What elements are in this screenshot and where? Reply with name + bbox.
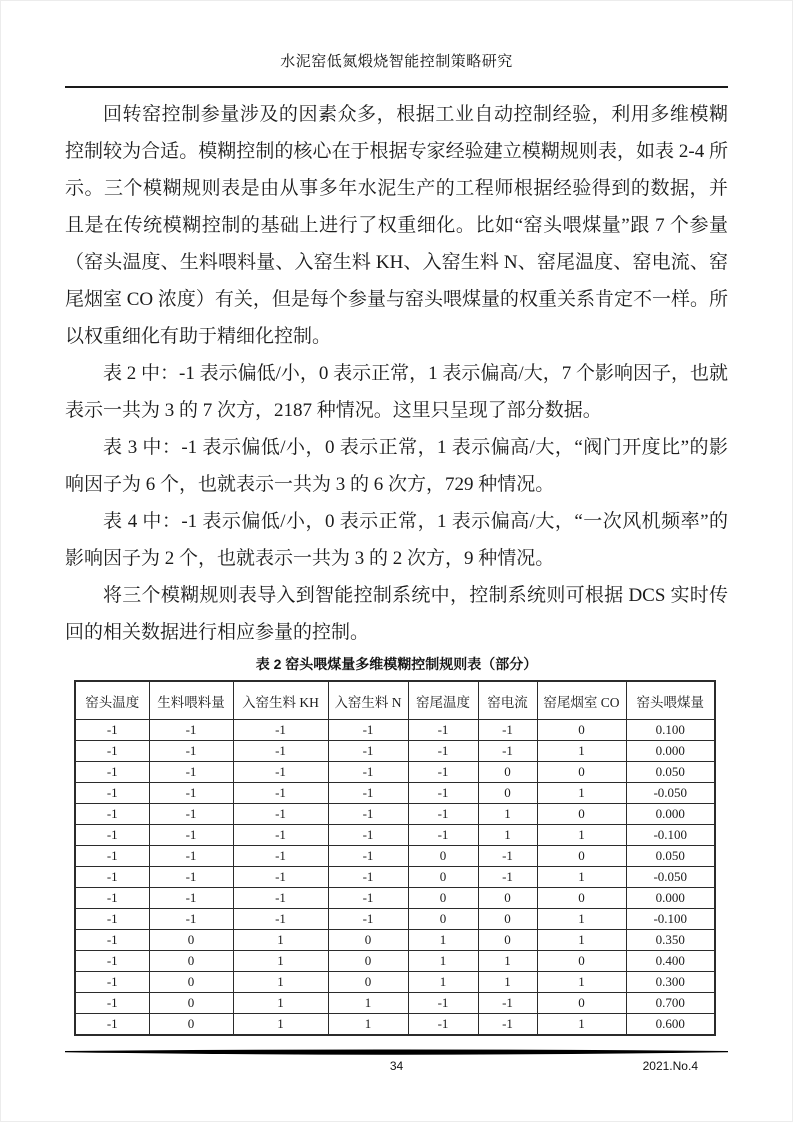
table-cell: -1 (75, 804, 149, 825)
header-rule (65, 86, 728, 88)
table-cell: -1 (478, 846, 537, 867)
table-cell: -1 (75, 1014, 149, 1036)
table-cell: 1 (537, 1014, 626, 1036)
table-cell: -1 (149, 762, 233, 783)
column-header: 窑尾烟室 CO (537, 681, 626, 720)
table-cell: 1 (478, 804, 537, 825)
table-row (75, 783, 715, 804)
table-cell: -1 (149, 909, 233, 930)
table-cell: 1 (478, 825, 537, 846)
table-cell: -1 (478, 993, 537, 1014)
table-cell: -1 (408, 783, 478, 804)
table-cell: 1 (233, 993, 328, 1014)
table-cell: 0 (537, 951, 626, 972)
table-header-row (75, 681, 715, 720)
table-cell: -0.100 (626, 909, 715, 930)
table-cell: -1 (75, 972, 149, 993)
table-cell: -1 (75, 888, 149, 909)
table-cell: -1 (75, 951, 149, 972)
table-cell: -1 (328, 783, 408, 804)
table-cell: -1 (149, 846, 233, 867)
table-cell: 0 (478, 888, 537, 909)
table-cell: -1 (233, 720, 328, 741)
table-cell: 0 (408, 888, 478, 909)
table-cell: -1 (75, 825, 149, 846)
column-header: 窑头温度 (75, 681, 149, 720)
table-cell: 0 (328, 951, 408, 972)
table-cell: -1 (149, 720, 233, 741)
table-row (75, 825, 715, 846)
table-cell: -1 (328, 867, 408, 888)
table-cell: 0.700 (626, 993, 715, 1014)
table-cell: 0 (328, 972, 408, 993)
table-cell: 0 (537, 762, 626, 783)
table-cell: 0.000 (626, 804, 715, 825)
table-cell: 0 (149, 972, 233, 993)
table-cell: -1 (75, 930, 149, 951)
table-row (75, 909, 715, 930)
table-row (75, 762, 715, 783)
page-content (65, 0, 728, 1036)
table-row (75, 930, 715, 951)
table-cell: 0 (537, 993, 626, 1014)
table-cell: 0.000 (626, 741, 715, 762)
table-cell: 1 (537, 783, 626, 804)
table-cell: -1 (408, 1014, 478, 1036)
table-cell: -1 (408, 762, 478, 783)
table-cell: 0 (537, 888, 626, 909)
fuzzy-rules-table (74, 680, 716, 1036)
table-cell: 0.050 (626, 846, 715, 867)
table-cell: -1 (75, 993, 149, 1014)
table-cell: 0 (149, 930, 233, 951)
table-cell: -1 (233, 867, 328, 888)
table-cell: -1 (408, 993, 478, 1014)
table-cell: -1 (75, 720, 149, 741)
column-header: 入窑生料 N (328, 681, 408, 720)
table-cell: -1 (478, 720, 537, 741)
table-cell: 1 (233, 930, 328, 951)
footer-text-row (65, 1059, 728, 1075)
table-row (75, 993, 715, 1014)
table-cell: 1 (537, 867, 626, 888)
table-cell: -1 (328, 720, 408, 741)
table-cell: 1 (537, 825, 626, 846)
table-row (75, 867, 715, 888)
table-cell: 0 (328, 930, 408, 951)
table-cell: -0.100 (626, 825, 715, 846)
running-header-title: 水泥窑低氮煅烧智能控制策略研究 (280, 54, 513, 70)
table-cell: -1 (75, 867, 149, 888)
column-header: 生料喂料量 (149, 681, 233, 720)
body-text (65, 96, 728, 651)
table-cell: 0 (408, 867, 478, 888)
table-cell: 0 (149, 1014, 233, 1036)
table-cell: -1 (328, 909, 408, 930)
table-cell: -1 (408, 825, 478, 846)
table-cell: 0.300 (626, 972, 715, 993)
table-cell: 0.350 (626, 930, 715, 951)
table-cell: -1 (149, 888, 233, 909)
table-cell: 1 (233, 951, 328, 972)
table-cell: 1 (233, 972, 328, 993)
table-cell: -1 (478, 1014, 537, 1036)
table-cell: -1 (149, 804, 233, 825)
table-cell: 0 (408, 909, 478, 930)
table-cell: -1 (233, 825, 328, 846)
table-cell: -1 (75, 909, 149, 930)
table-cell: 1 (537, 909, 626, 930)
issue-label: 2021.No.4 (642, 1059, 698, 1073)
table-cell: 0.100 (626, 720, 715, 741)
table-cell: 0 (478, 909, 537, 930)
table-cell: -1 (75, 846, 149, 867)
table-cell: -1 (233, 804, 328, 825)
paragraph: 将三个模糊规则表导入到智能控制系统中，控制系统则可根据 DCS 实时传回的相关数据进行相应参量的控制。 (65, 585, 728, 643)
table-row (75, 888, 715, 909)
table-cell: 1 (408, 972, 478, 993)
paragraph: 表 3 中：-1 表示偏低/小，0 表示正常，1 表示偏高/大，“阀门开度比”的影响因子为 6 个，也就表示一共为 3 的 6 次方，729 种情况。 (65, 437, 728, 495)
table-cell: -1 (328, 741, 408, 762)
table-cell: -1 (478, 867, 537, 888)
table-cell: -1 (233, 846, 328, 867)
footer-rule (65, 1048, 728, 1057)
table-row (75, 972, 715, 993)
table-cell: 0 (149, 993, 233, 1014)
table-cell: 1 (328, 993, 408, 1014)
table-cell: -0.050 (626, 783, 715, 804)
table-cell: -1 (408, 741, 478, 762)
column-header: 窑尾温度 (408, 681, 478, 720)
table-cell: -1 (149, 741, 233, 762)
table-cell: 0.050 (626, 762, 715, 783)
table-row (75, 720, 715, 741)
table-cell: 1 (233, 1014, 328, 1036)
table-cell: 1 (328, 1014, 408, 1036)
column-header: 入窑生料 KH (233, 681, 328, 720)
paragraph: 表 2 中：-1 表示偏低/小，0 表示正常，1 表示偏高/大，7 个影响因子，也就表示一共为 3 的 7 次方，2187 种情况。这里只呈现了部分数据。 (65, 363, 728, 421)
table-cell: 0 (537, 846, 626, 867)
table-cell: -1 (233, 888, 328, 909)
table-cell: 1 (408, 951, 478, 972)
table-cell: 1 (537, 972, 626, 993)
table-cell: -1 (233, 741, 328, 762)
column-header: 窑头喂煤量 (626, 681, 715, 720)
table-cell: 1 (537, 741, 626, 762)
page-footer (65, 1048, 728, 1075)
table-cell: -1 (75, 741, 149, 762)
table-row (75, 846, 715, 867)
table-cell: 1 (537, 930, 626, 951)
table-cell: 0.000 (626, 888, 715, 909)
table-cell: 1 (408, 930, 478, 951)
table-cell: -1 (233, 783, 328, 804)
table-cell: 0 (478, 930, 537, 951)
table-cell: 0 (537, 804, 626, 825)
paragraph: 回转窑控制参量涉及的因素众多，根据工业自动控制经验，利用多维模糊控制较为合适。模糊控制的核心在于根据专家经验建立模糊规则表，如表 2-4 所示。三个模糊规则表是由从事多年水泥生产的工程师根据经验得到的数据，并且是在传统模糊控制的基础上进行了权重细化。比如“窑头喂煤量”跟 7 个参量（窑头温度、生料喂料量、入窑生料 KH、入窑生料 N、窑尾温度、窑电流、窑尾烟室 CO 浓度）有关，但是每个参量与窑头喂煤量的权重关系肯定不一样。所以权重细化有助于精细化控制。 (65, 104, 728, 347)
page-number: 34 (389, 1059, 404, 1073)
table-cell: -1 (408, 720, 478, 741)
table-cell: -1 (478, 741, 537, 762)
table-row (75, 804, 715, 825)
table-cell: -1 (75, 783, 149, 804)
table-cell: -1 (233, 762, 328, 783)
table-cell: -1 (149, 783, 233, 804)
table-row (75, 1014, 715, 1036)
table-row (75, 741, 715, 762)
table-cell: -1 (328, 804, 408, 825)
table-cell: -1 (233, 909, 328, 930)
column-header: 窑电流 (478, 681, 537, 720)
table-cell: 0 (537, 720, 626, 741)
table-cell: -1 (328, 846, 408, 867)
table-cell: -1 (75, 762, 149, 783)
table-cell: -0.050 (626, 867, 715, 888)
table-cell: 0 (478, 762, 537, 783)
table-cell: -1 (328, 825, 408, 846)
paragraph: 表 4 中：-1 表示偏低/小，0 表示正常，1 表示偏高/大，“一次风机频率”的影响因子为 2 个，也就表示一共为 3 的 2 次方，9 种情况。 (65, 511, 728, 569)
table-cell: 0 (149, 951, 233, 972)
table-cell: -1 (149, 867, 233, 888)
table-row (75, 951, 715, 972)
table-cell: 0 (478, 783, 537, 804)
table-caption: 表 2 窑头喂煤量多维模糊控制规则表（部分） (255, 656, 538, 672)
table-cell: 0 (408, 846, 478, 867)
table-cell: -1 (328, 762, 408, 783)
table-cell: -1 (408, 804, 478, 825)
table-cell: 1 (478, 951, 537, 972)
table-cell: 0.600 (626, 1014, 715, 1036)
table-cell: -1 (149, 825, 233, 846)
table-cell: 0.400 (626, 951, 715, 972)
table-cell: 1 (478, 972, 537, 993)
table-cell: -1 (328, 888, 408, 909)
